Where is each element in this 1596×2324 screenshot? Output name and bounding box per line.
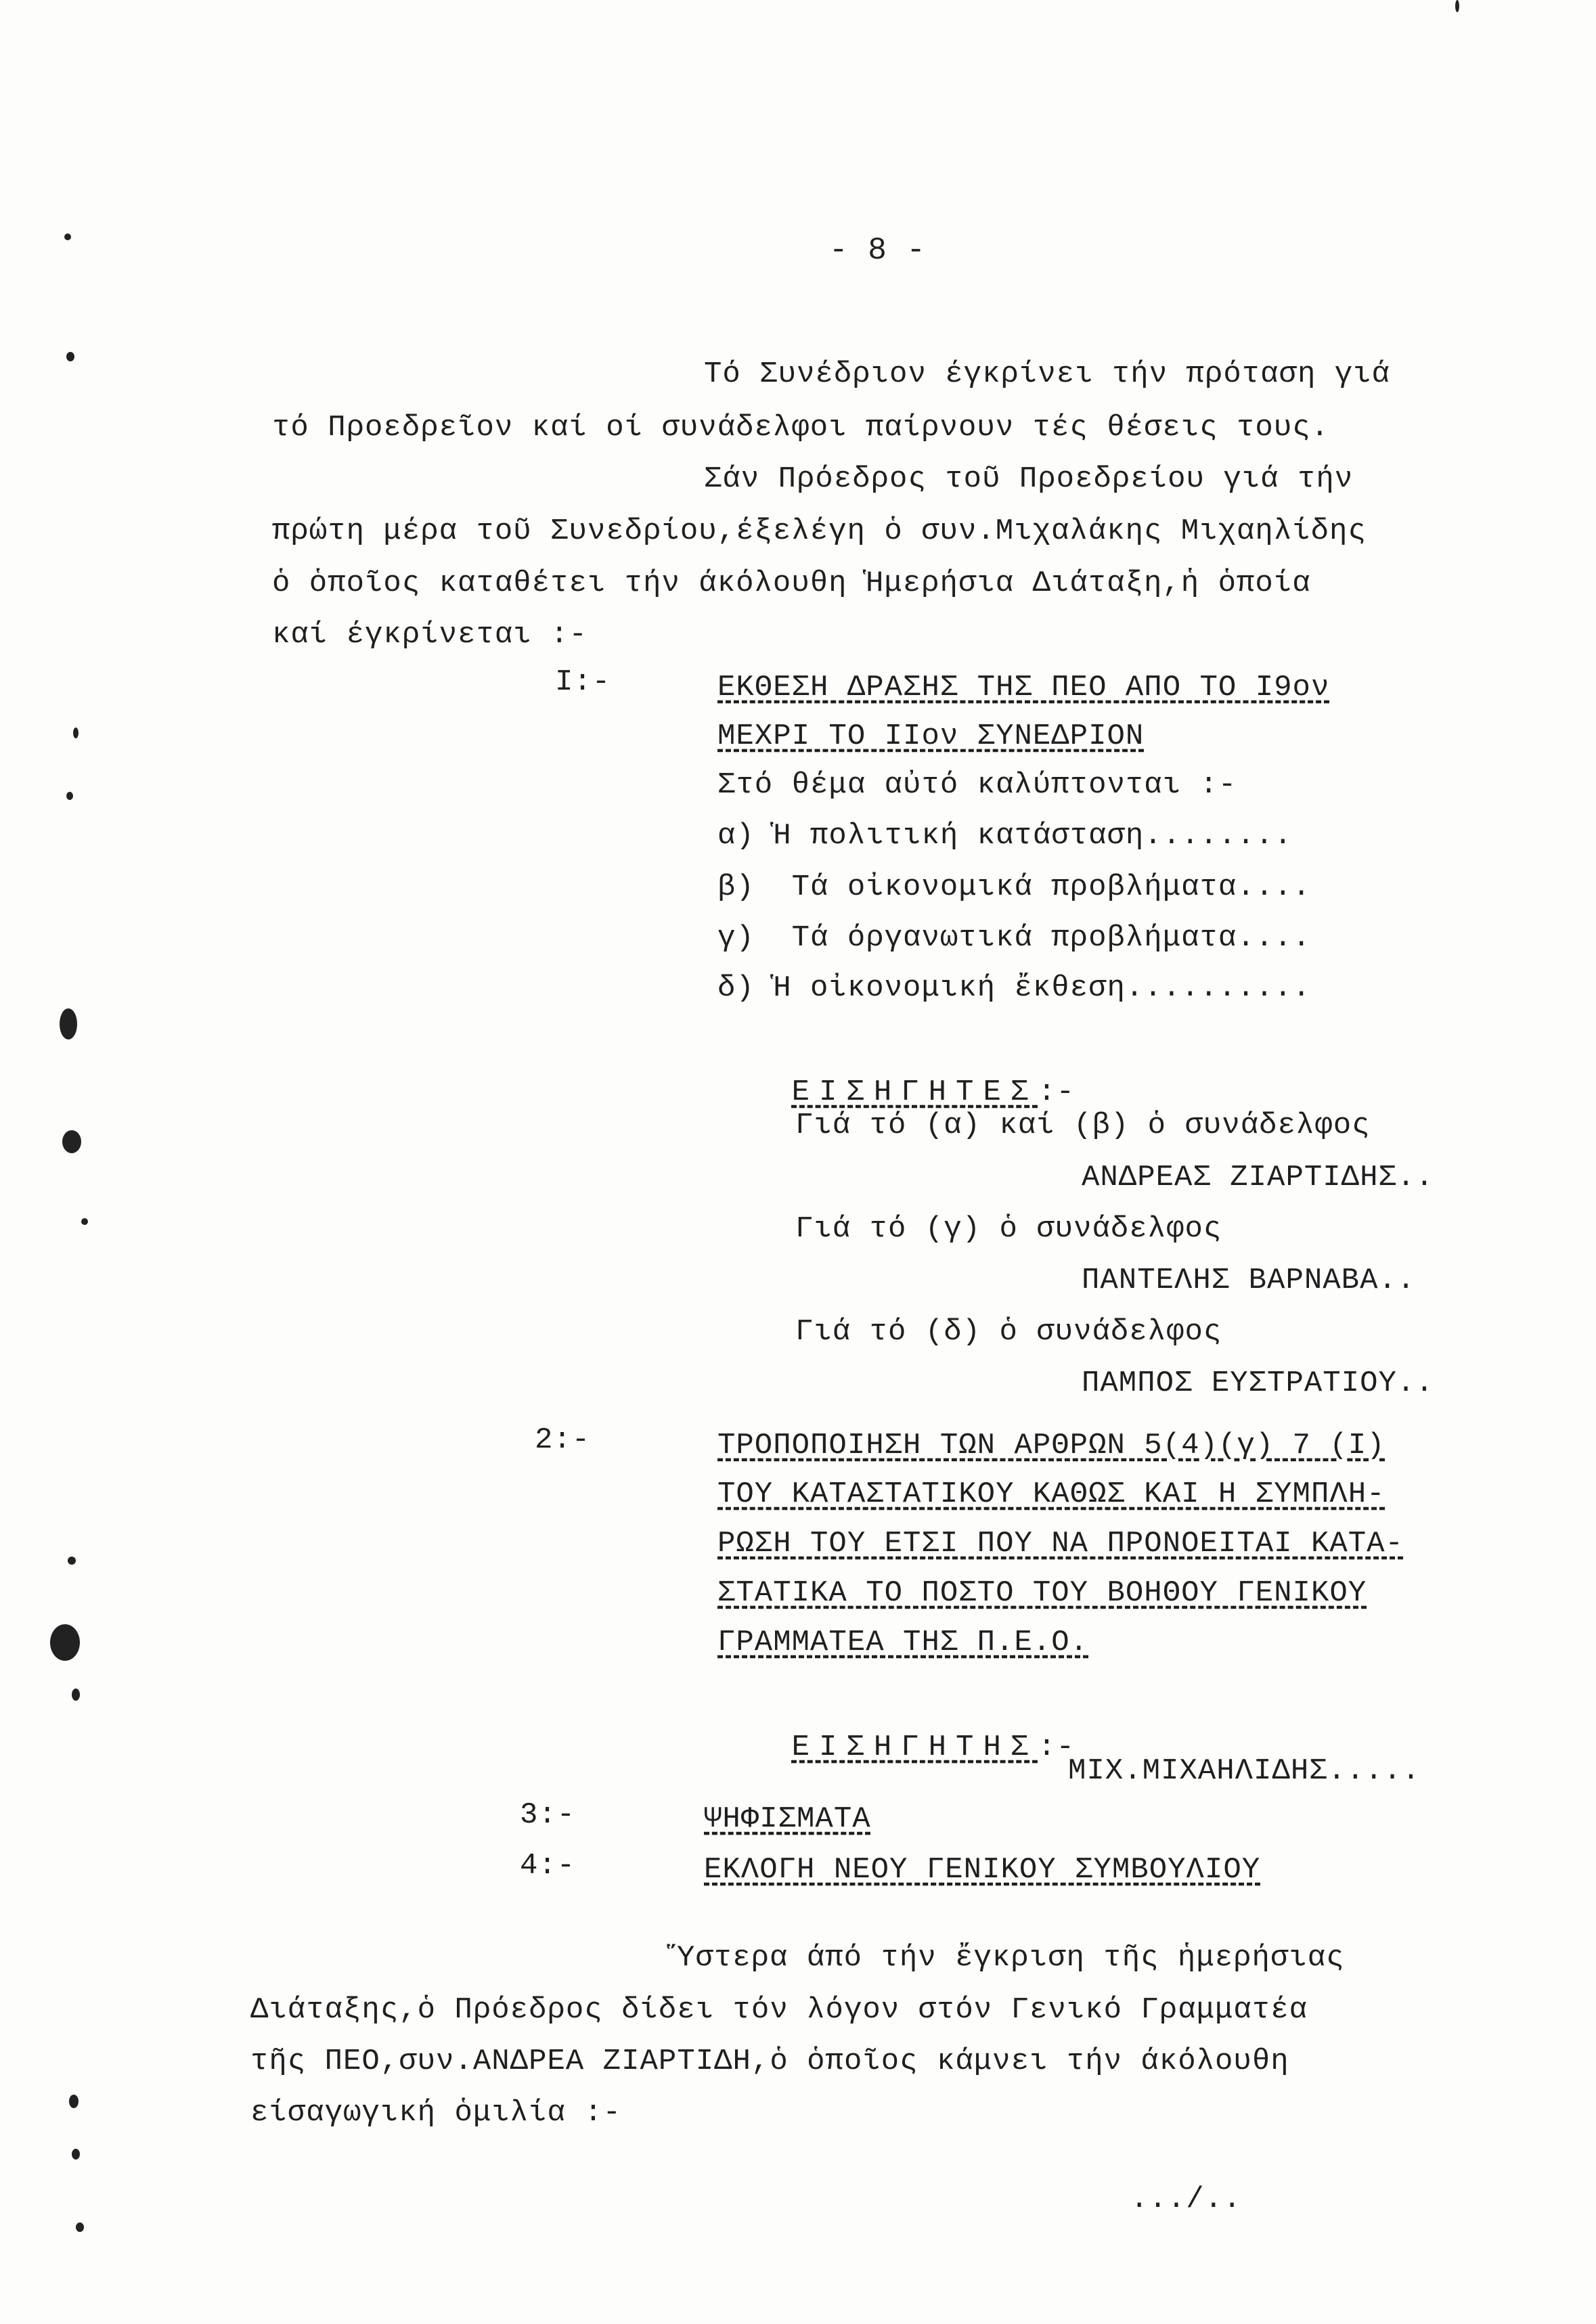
intro-line-3: Σάν Πρόεδρος τοῦ Προεδρείου γιά τήν [704, 462, 1354, 496]
rapporteur-1-line: Γιά τό (α) καί (β) ὁ συνάδελφος [795, 1109, 1371, 1142]
item-1-point-b: β) Τά οἰκονομικά προβλήματα.... [717, 870, 1311, 904]
item-1-number: Ι:- [555, 665, 611, 699]
item-2-rapporteur-name: ΜΙΧ.ΜΙΧΑΗΛΙΔΗΣ..... [1068, 1754, 1421, 1788]
rapporteur-3-name: ΠΑΜΠΟΣ ΕΥΣΤΡΑΤΙΟΥ.. [1082, 1366, 1434, 1400]
closing-line-4: είσαγωγική ὁμιλία :- [250, 2096, 622, 2130]
scan-speck [60, 1008, 77, 1040]
scan-speck [72, 2149, 80, 2160]
item-2-title-line-2: ΤΟΥ ΚΑΤΑΣΤΑΤΙΚΟΥ ΚΑΘΩΣ ΚΑΙ Η ΣΥΜΠΛΗ- [717, 1477, 1386, 1511]
scan-speck [72, 1689, 80, 1701]
scan-speck [69, 2095, 79, 2108]
scan-speck [50, 1624, 80, 1661]
scan-speck [66, 352, 74, 361]
intro-line-6: καί έγκρίνεται :- [272, 618, 588, 652]
scan-speck [81, 1218, 88, 1225]
item-3-number: 3:- [520, 1798, 576, 1832]
rapporteur-suffix: :- [1038, 1730, 1076, 1764]
intro-line-2: τό Προεδρεῖον καί οί συνάδελφοι παίρνουν τές θέσεις τους. [272, 411, 1330, 445]
item-4-title: ΕΚΛΟΓΗ ΝΕΟΥ ΓΕΝΙΚΟΥ ΣΥΜΒΟΥΛΙΟΥ [704, 1853, 1261, 1887]
page-number: - 8 - [829, 233, 927, 268]
item-1-point-c: γ) Τά όργανωτικά προβλήματα.... [717, 921, 1311, 955]
rapporteurs-suffix: :- [1038, 1075, 1076, 1109]
rapporteur-1-name: ΑΝΔΡΕΑΣ ΖΙΑΡΤΙΔΗΣ.. [1082, 1161, 1434, 1194]
item-2-title-line-4: ΣΤΑΤΙΚΑ ΤΟ ΠΟΣΤΟ ΤΟΥ ΒΟΗΘΟΥ ΓΕΝΙΚΟΥ [717, 1576, 1367, 1610]
scan-speck [66, 792, 73, 800]
intro-line-5: ὁ ὁποῖος καταθέτει τήν άκόλουθη Ἡμερήσια Διάταξη,ἡ ὁποία [272, 566, 1311, 600]
item-2-title-line-1: ΤΡΟΠΟΠΟΙΗΣΗ ΤΩΝ ΑΡΘΡΩΝ 5(4)(γ) 7 (Ι) [717, 1429, 1386, 1462]
item-4-number: 4:- [520, 1849, 576, 1883]
scan-speck [68, 1557, 76, 1565]
item-1-point-a: α) Ἡ πολιτική κατάσταση........ [717, 819, 1293, 853]
continuation-mark: .../.. [1130, 2183, 1242, 2216]
intro-line-1: Τό Συνέδριον έγκρίνει τήν πρόταση γιά [704, 357, 1390, 391]
scan-speck [76, 2222, 84, 2232]
item-2-number: 2:- [535, 1423, 591, 1457]
item-1-title-line-1: ΕΚΘΕΣΗ ΔΡΑΣΗΣ ΤΗΣ ΠΕΟ ΑΠΟ ΤΟ Ι9ον [717, 671, 1330, 705]
item-1-title-line-2: ΜΕΧΡΙ ΤΟ ΙΙον ΣΥΝΕΔΡΙΟΝ [717, 719, 1145, 753]
intro-line-4: πρώτη μέρα τοῦ Συνεδρίου,έξελέγη ὁ συν.Μιχαλάκης Μιχαηλίδης [272, 514, 1367, 548]
rapporteur-2-line: Γιά τό (γ) ὁ συνάδελφος [795, 1212, 1222, 1246]
item-1-point-d: δ) Ἡ οἰκονομική ἔκθεση.......... [717, 971, 1311, 1005]
scan-speck [64, 233, 71, 240]
closing-line-3: τῆς ΠΕΟ,συν.ΑΝΔΡΕΑ ΖΙΑΡΤΙΔΗ,ὁ ὁποῖος κάμνει τήν άκόλουθη [250, 2044, 1289, 2078]
item-2-rapporteur-heading [717, 1691, 1075, 1804]
rapporteur-3-line: Γιά τό (δ) ὁ συνάδελφος [795, 1315, 1222, 1349]
closing-line-2: Διάταξης,ὁ Πρόεδρος δίδει τόν λόγον στόν Γενικό Γραμματέα [250, 1993, 1308, 2027]
rapporteur-label: ΕΙΣΗΓΗΤΗΣ [791, 1730, 1038, 1764]
scan-speck [1455, 0, 1459, 12]
item-1-subheading: Στό θέμα αὐτό καλύπτονται :- [717, 768, 1237, 802]
item-2-title-line-3: ΡΩΣΗ ΤΟΥ ΕΤΣΙ ΠΟΥ ΝΑ ΠΡΟΝΟΕΙΤΑΙ ΚΑΤΑ- [717, 1527, 1404, 1561]
scan-speck [73, 728, 79, 738]
item-2-title-line-5: ΓΡΑΜΜΑΤΕΑ ΤΗΣ Π.Ε.Ο. [717, 1626, 1089, 1659]
item-3-title: ΨΗΦΙΣΜΑΤΑ [704, 1802, 871, 1836]
rapporteurs-label: ΕΙΣΗΓΗΤΕΣ [791, 1075, 1038, 1109]
rapporteur-2-name: ΠΑΝΤΕΛΗΣ ΒΑΡΝΑΒΑ.. [1082, 1264, 1416, 1297]
closing-line-1: Ὕστερα άπό τήν ἔγκριση τῆς ἡμερήσιας [677, 1941, 1345, 1975]
scan-speck [62, 1130, 81, 1153]
